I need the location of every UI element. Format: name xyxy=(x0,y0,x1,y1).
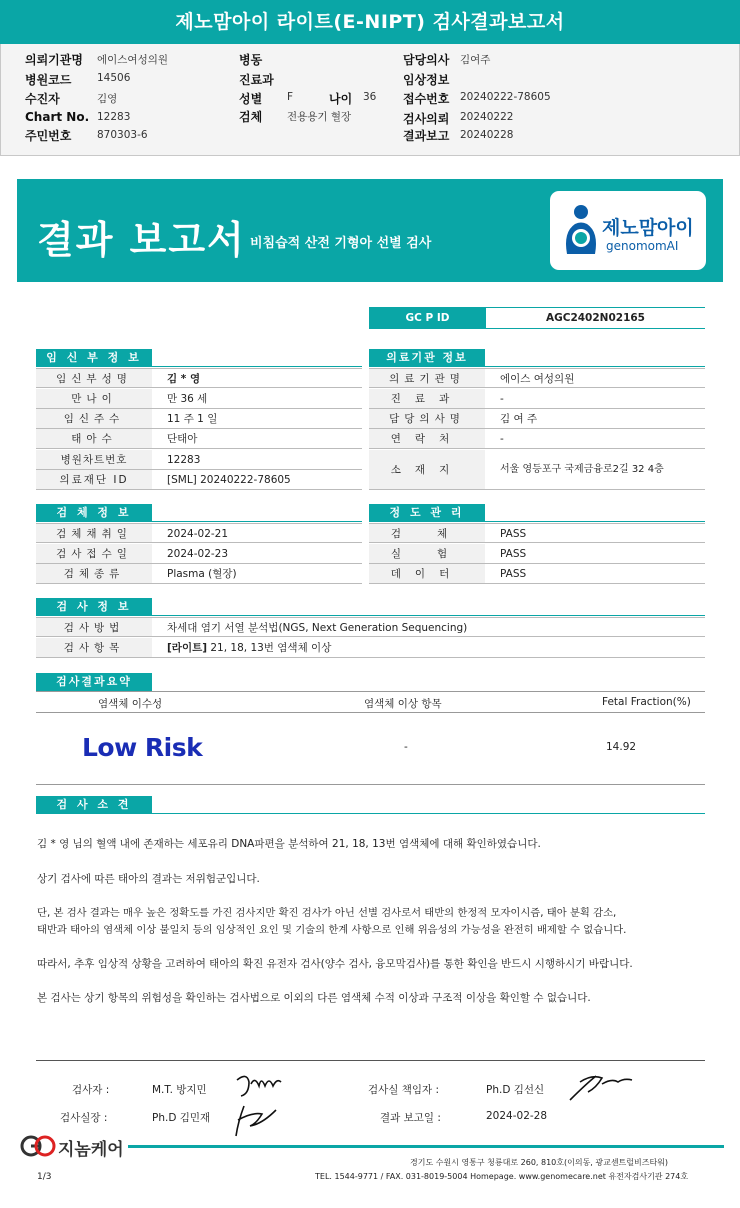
label-accession-no: 접수번호 xyxy=(403,92,450,106)
banner-title: 결과 보고서 xyxy=(37,218,246,262)
section-findings xyxy=(36,796,705,814)
fetal-fraction-value: 14.92 xyxy=(606,741,637,753)
value-chart-no: 12283 xyxy=(97,111,131,123)
table-row: 임신주수 11 주 1 일 xyxy=(36,409,362,429)
label-chart-no: Chart No. xyxy=(25,110,90,124)
lab-director-name: Ph.D 김선신 xyxy=(486,1084,545,1096)
value-specimen: 전용용기 혈장 xyxy=(287,111,352,123)
summary-header-row xyxy=(36,691,705,713)
label-sex: 성별 xyxy=(239,92,263,106)
company-name: 지놈케어 xyxy=(58,1140,124,1160)
finding-paragraph: 김 * 영 님의 혈액 내에 존재하는 세포유리 DNA파편을 분석하여 21, 18, 13번 염색체에 대해 확인하였습니다. xyxy=(37,838,541,850)
summary-result-row xyxy=(36,713,705,785)
table-row: 검체 PASS xyxy=(369,523,705,543)
gcp-id-row xyxy=(369,307,705,329)
label-resident-no: 주민번호 xyxy=(25,129,72,143)
genomom-logo xyxy=(550,191,706,270)
section-title: 검 사 소 견 xyxy=(36,796,152,814)
section-pregnant-info xyxy=(36,349,362,367)
label-age: 나이 xyxy=(329,92,353,106)
section-title: 검사결과요약 xyxy=(36,673,152,691)
value-accession-no: 20240222-78605 xyxy=(460,91,551,103)
table-row: 데이터 PASS xyxy=(369,564,705,584)
value-examinee: 김영 xyxy=(97,93,118,105)
section-title: 검 체 정 보 xyxy=(36,504,152,522)
value-institution: 에이스여성의원 xyxy=(97,54,169,66)
label-dept: 진료과 xyxy=(239,73,274,87)
logo-text-ko: 제노맘아이 xyxy=(602,217,694,239)
section-title: 임 신 부 정 보 xyxy=(36,349,152,367)
genomecare-logo-icon xyxy=(20,1134,56,1158)
section-summary xyxy=(36,673,705,691)
section-institution-info xyxy=(369,349,705,367)
label-specimen: 검체 xyxy=(239,110,263,124)
value-sex: F xyxy=(287,91,294,103)
table-row: 의료재단 ID [SML] 20240222-78605 xyxy=(36,470,362,490)
section-qc-info xyxy=(369,504,705,522)
finding-paragraph: 태반과 태아의 염색체 이상 불일치 등의 임상적인 요인 및 기술의 한계 사항으로 인해 위음성의 가능성을 완전히 배제할 수 없습니다. xyxy=(37,924,627,936)
label-doctor: 담당의사 xyxy=(403,53,450,67)
col-abnormal-item: 염색체 이상 항목 xyxy=(364,698,442,710)
tester-signature-icon xyxy=(233,1070,285,1100)
result-banner xyxy=(17,179,723,282)
finding-paragraph: 상기 검사에 따른 태아의 결과는 저위험군입니다. xyxy=(37,873,260,885)
table-row: 병원차트번호 12283 xyxy=(36,450,362,470)
table-row: 담당의사명 김 여 주 xyxy=(369,409,705,429)
section-test-info xyxy=(36,598,705,616)
label-ward: 병동 xyxy=(239,53,263,67)
label-examinee: 수진자 xyxy=(25,92,60,106)
label-report-date: 결과보고 xyxy=(403,129,450,143)
table-row: 검체채취일 2024-02-21 xyxy=(36,523,362,543)
patient-header xyxy=(0,44,740,156)
lab-director-label: 검사실 책임자 : xyxy=(368,1084,440,1096)
table-row: 검사항목 [라이트] 21, 18, 13번 염색체 이상 xyxy=(36,638,705,658)
section-title: 정 도 관 리 xyxy=(369,504,485,522)
table-row: 태아수 단태아 xyxy=(36,429,362,449)
abnormal-item-value: - xyxy=(404,741,408,753)
table-row: 만나이 만 36 세 xyxy=(36,389,362,409)
value-hospital-code: 14506 xyxy=(97,72,131,84)
table-row: 진료과 - xyxy=(369,389,705,409)
value-resident-no: 870303-6 xyxy=(97,129,148,141)
value-request-date: 20240222 xyxy=(460,111,514,123)
mother-baby-icon xyxy=(559,202,603,258)
page-number: 1/3 xyxy=(37,1172,52,1182)
section-title: 검 사 정 보 xyxy=(36,598,152,616)
section-title: 의료기관 정보 xyxy=(369,349,485,367)
label-clinical-info: 임상정보 xyxy=(403,73,450,87)
footer-line xyxy=(128,1145,724,1148)
report-title: 제노맘아이 라이트(E-NIPT) 검사결과보고서 xyxy=(0,0,740,44)
table-row: 의료기관명 에이스 여성의원 xyxy=(369,368,705,388)
tester-label: 검사자 : xyxy=(72,1084,110,1096)
table-row: 검체종류 Plasma (혈장) xyxy=(36,564,362,584)
col-fetal-fraction: Fetal Fraction(%) xyxy=(602,696,691,708)
finding-paragraph: 단, 본 검사 결과는 매우 높은 정확도를 가진 검사지만 확진 검사가 아닌 선별 검사로서 태반의 한정적 모자이시즘, 태아 분획 감소, xyxy=(37,907,617,919)
table-row: 실험 PASS xyxy=(369,544,705,564)
report-date-label: 결과 보고일 : xyxy=(380,1112,441,1124)
chief-label: 검사실장 : xyxy=(60,1112,108,1124)
table-row: 검사접수일 2024-02-23 xyxy=(36,544,362,564)
value-age: 36 xyxy=(363,91,377,103)
table-row: 소재지 서울 영등포구 국제금융로2길 32 4층 xyxy=(369,450,705,490)
value-doctor: 김여주 xyxy=(460,54,491,66)
lab-director-signature-icon xyxy=(566,1070,636,1104)
finding-paragraph: 본 검사는 상기 항목의 위험성을 확인하는 검사법으로 이외의 다른 염색체 수적 이상과 구조적 이상을 확인할 수 없습니다. xyxy=(37,992,591,1004)
label-hospital-code: 병원코드 xyxy=(25,73,72,87)
divider xyxy=(36,1060,705,1061)
logo-text-en: genomomAI xyxy=(606,239,679,253)
value-report-date: 20240228 xyxy=(460,129,514,141)
gcp-id-value: AGC2402N02165 xyxy=(546,312,645,324)
company-address: 경기도 수원시 영통구 청룡대로 260, 810호(이의동, 광교센트럴비즈타워) xyxy=(410,1158,669,1167)
table-row: 검사방법 차세대 염기 서열 분석법(NGS, Next Generation Sequencing) xyxy=(36,617,705,637)
label-institution: 의뢰기관명 xyxy=(25,53,83,67)
col-aneuploidy: 염색체 이수성 xyxy=(98,698,163,710)
label-request-date: 검사의뢰 xyxy=(403,112,450,126)
tester-name: M.T. 방지민 xyxy=(152,1084,207,1096)
report-date-value: 2024-02-28 xyxy=(486,1110,548,1122)
company-contact: TEL. 1544-9771 / FAX. 031-8019-5004 Homepage. www.genomecare.net 유전자검사기관 274호 xyxy=(315,1172,689,1181)
finding-paragraph: 따라서, 추후 임상적 상황을 고려하여 태아의 확진 유전자 검사(양수 검사, 융모막검사)를 통한 확인을 반드시 시행하시기 바랍니다. xyxy=(37,958,633,970)
chief-name: Ph.D 김민재 xyxy=(152,1112,211,1124)
chief-signature-icon xyxy=(232,1102,280,1140)
table-row: 연락처 - xyxy=(369,429,705,449)
section-specimen-info xyxy=(36,504,362,522)
table-row: 임신부성명 김 * 영 xyxy=(36,368,362,388)
banner-subtitle: 비침습적 산전 기형아 선별 검사 xyxy=(250,236,432,251)
risk-result: Low Risk xyxy=(82,733,203,762)
gcp-id-label: GC P ID xyxy=(369,308,486,328)
